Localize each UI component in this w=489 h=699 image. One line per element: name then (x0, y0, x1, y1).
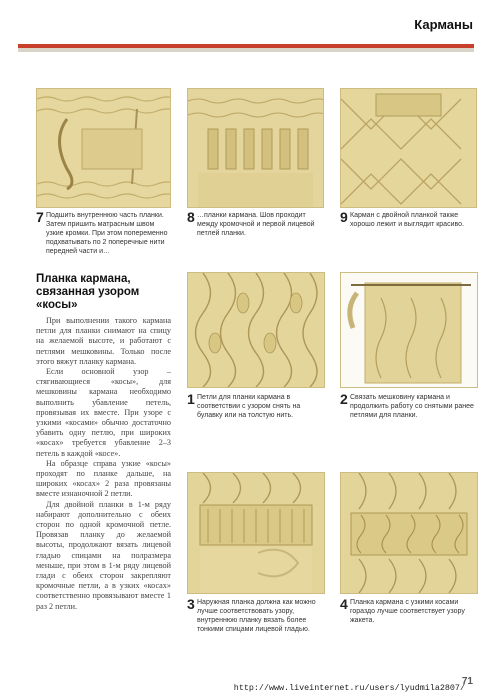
body-paragraph: На образце справа узкие «косы» проходят по планке дальше, на широких «косах» 2 раза провязаны вместе изнаночной 2 петли. (36, 458, 171, 499)
header-gray-bar (18, 48, 474, 52)
caption-step-3 (187, 598, 327, 634)
caption-step-7 (36, 211, 172, 256)
caption-text: Петли для планки кармана в соответствии с узором снять на булавку или на толстую нить. (197, 394, 301, 419)
caption-text: Подшить внутреннюю часть планки. Затем пришить матрасным швом узкие кромки. При этом попеременно подхватывать по 2 поперечные нити передней части и… (46, 212, 168, 255)
caption-number: 4 (340, 596, 348, 612)
caption-text: Карман с двойной планкой также хорошо лежит и выглядит красиво. (350, 212, 464, 228)
caption-text: …планки кармана. Шов проходит между кромочной и первой лицевой петлей планки. (197, 212, 315, 237)
caption-number: 7 (36, 209, 44, 225)
knit-texture-image (341, 273, 477, 387)
section-body (36, 316, 171, 612)
body-paragraph: Для двойной планки в 1-м ряду набирают дополнительно с обеих сторон по одной кромочной петле. Провязав планку до желаемой высоты, продолжают вязать лицевой гладью спицами на полразмера меньше, при этом в 1-м ряду лицевой глади с обеих сторон закрепляют кромочные петли, а в узких «косах» соответственно провязывают вместе 1 раз 2 петли. (36, 499, 171, 611)
caption-step-2 (340, 393, 478, 420)
caption-text: Планка кармана с узкими косами гораздо лучше соответствует узору жакета. (350, 599, 465, 624)
knit-texture-image (188, 89, 323, 207)
body-paragraph: Если основной узор – стягивающиеся «косы», для мешковины кармана необходимо выполнить убавление петель, провязывая их вместе. При узоре с узкими «косами» обычно достаточно убавить одну петлю, при широких «косах» требуется убавление 2–3 петель в каждой «косе». (36, 367, 171, 458)
knit-texture-image (37, 89, 170, 207)
watermark-url[interactable]: http://www.liveinternet.ru/users/lyudmila2807/ (233, 683, 465, 693)
section-title: Планка кармана, связанная узором «косы» (36, 273, 140, 311)
caption-step-9 (340, 211, 476, 229)
photo-step-4 (340, 472, 478, 594)
body-paragraph: При выполнении такого кармана петли для планки снимают на спицу на желаемой высоте, и работают с петлями мешковины. Только после этого вяжут планку кармана. (36, 316, 171, 366)
knit-texture-image (341, 473, 477, 593)
caption-step-8 (187, 211, 325, 238)
page-header-title: Карманы (414, 17, 473, 32)
caption-number: 8 (187, 209, 195, 225)
knit-texture-image (341, 89, 476, 207)
photo-step-8 (187, 88, 324, 208)
caption-step-4 (340, 598, 478, 625)
photo-step-7 (36, 88, 171, 208)
page-number: 71 (461, 676, 473, 687)
caption-text: Наружная планка должна как можно лучше соответствовать узору, внутреннюю планку вязать более тонкими спицами лицевой гладью. (197, 599, 316, 633)
knit-texture-image (188, 473, 324, 593)
photo-step-9 (340, 88, 477, 208)
caption-number: 2 (340, 391, 348, 407)
caption-number: 3 (187, 596, 195, 612)
photo-step-1 (187, 272, 325, 388)
caption-number: 9 (340, 209, 348, 225)
caption-text: Связать мешковину кармана и продолжить работу со снятыми ранее петлями для планки. (350, 394, 474, 419)
photo-step-3 (187, 472, 325, 594)
caption-step-1 (187, 393, 327, 420)
caption-number: 1 (187, 391, 195, 407)
knit-texture-image (188, 273, 324, 387)
photo-step-2 (340, 272, 478, 388)
